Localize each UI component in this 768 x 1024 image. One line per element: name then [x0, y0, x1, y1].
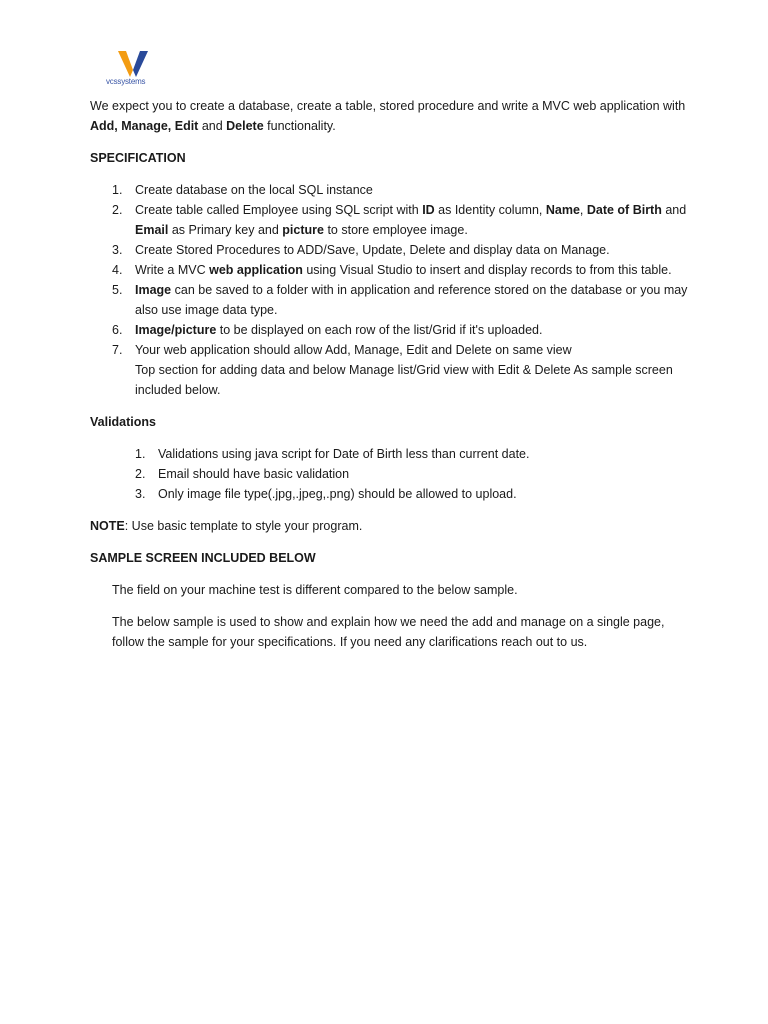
- bold-term: ID: [422, 203, 435, 217]
- item-text: can be saved to a folder with in application and reference stored on the database or you may also use image data type.: [135, 283, 688, 317]
- item-text-continued: Top section for adding data and below Manage list/Grid view with Edit & Delete As sample screen included below.: [135, 363, 673, 397]
- intro-text: We expect you to create a database, create a table, stored procedure and write a MVC web application with: [90, 99, 686, 113]
- intro-bold-features: Add, Manage, Edit: [90, 119, 199, 133]
- item-text: as Primary key and: [168, 223, 283, 237]
- list-number: 3.: [112, 243, 123, 257]
- specification-list: [90, 180, 690, 400]
- specification-item: [90, 240, 690, 260]
- company-logo: [88, 44, 178, 90]
- specification-item: [90, 180, 690, 200]
- validation-item: [90, 444, 690, 464]
- list-number: 2.: [135, 467, 146, 481]
- item-text: Validations using java script for Date of Birth less than current date.: [158, 447, 530, 461]
- item-text: Your web application should allow Add, Manage, Edit and Delete on same view: [135, 343, 572, 357]
- document-body: [90, 96, 690, 652]
- specification-item: [90, 320, 690, 340]
- specification-heading: SPECIFICATION: [90, 151, 186, 165]
- item-text: Create database on the local SQL instance: [135, 183, 373, 197]
- item-text: as Identity column,: [434, 203, 546, 217]
- item-text: using Visual Studio to insert and display records to from this table.: [302, 263, 672, 277]
- bold-term: web application: [209, 263, 303, 277]
- item-text: to be displayed on each row of the list/Grid if it's uploaded.: [216, 323, 543, 337]
- bold-term: Image: [135, 283, 172, 297]
- bold-term: Date of Birth: [586, 203, 662, 217]
- item-text: Only image file type(.jpg,.jpeg,.png) should be allowed to upload.: [158, 487, 517, 501]
- bold-term: Email: [135, 223, 169, 237]
- validations-list: [90, 444, 690, 504]
- item-text: Create Stored Procedures to ADD/Save, Update, Delete and display data on Manage.: [135, 243, 610, 257]
- note-text: : Use basic template to style your program.: [124, 519, 363, 533]
- list-number: 4.: [112, 263, 123, 277]
- logo-v-icon: [116, 50, 150, 78]
- bold-term: Image/picture: [135, 323, 217, 337]
- item-text: and: [661, 203, 687, 217]
- note-paragraph: [90, 516, 690, 536]
- logo-wordmark: vcssystems: [106, 77, 146, 86]
- item-text: ,: [579, 203, 587, 217]
- item-text: Create table called Employee using SQL script with: [135, 203, 423, 217]
- validations-heading: Validations: [90, 415, 156, 429]
- validation-item: [90, 484, 690, 504]
- list-number: 7.: [112, 343, 123, 357]
- note-label: NOTE: [90, 519, 125, 533]
- bold-term: Name: [545, 203, 580, 217]
- list-number: 5.: [112, 283, 123, 297]
- item-text: Write a MVC: [135, 263, 210, 277]
- list-number: 6.: [112, 323, 123, 337]
- sample-paragraph-2: The below sample is used to show and explain how we need the add and manage on a single page, follow the sample for your specifications. If you need any clarifications reach out to us.: [112, 615, 665, 649]
- list-number: 3.: [135, 487, 146, 501]
- intro-bold-delete: Delete: [226, 119, 264, 133]
- bold-term: picture: [282, 223, 324, 237]
- specification-item: [90, 200, 690, 240]
- intro-text: and: [198, 119, 227, 133]
- list-number: 2.: [112, 203, 123, 217]
- item-text: Email should have basic validation: [158, 467, 350, 481]
- specification-item: [90, 260, 690, 280]
- list-number: 1.: [135, 447, 146, 461]
- intro-paragraph: [90, 96, 690, 136]
- specification-item: [90, 340, 690, 400]
- validation-item: [90, 464, 690, 484]
- sample-heading: SAMPLE SCREEN INCLUDED BELOW: [90, 551, 316, 565]
- list-number: 1.: [112, 183, 123, 197]
- specification-item: [90, 280, 690, 320]
- item-text: to store employee image.: [323, 223, 468, 237]
- sample-paragraph-1: The field on your machine test is different compared to the below sample.: [112, 583, 518, 597]
- intro-text: functionality.: [263, 119, 336, 133]
